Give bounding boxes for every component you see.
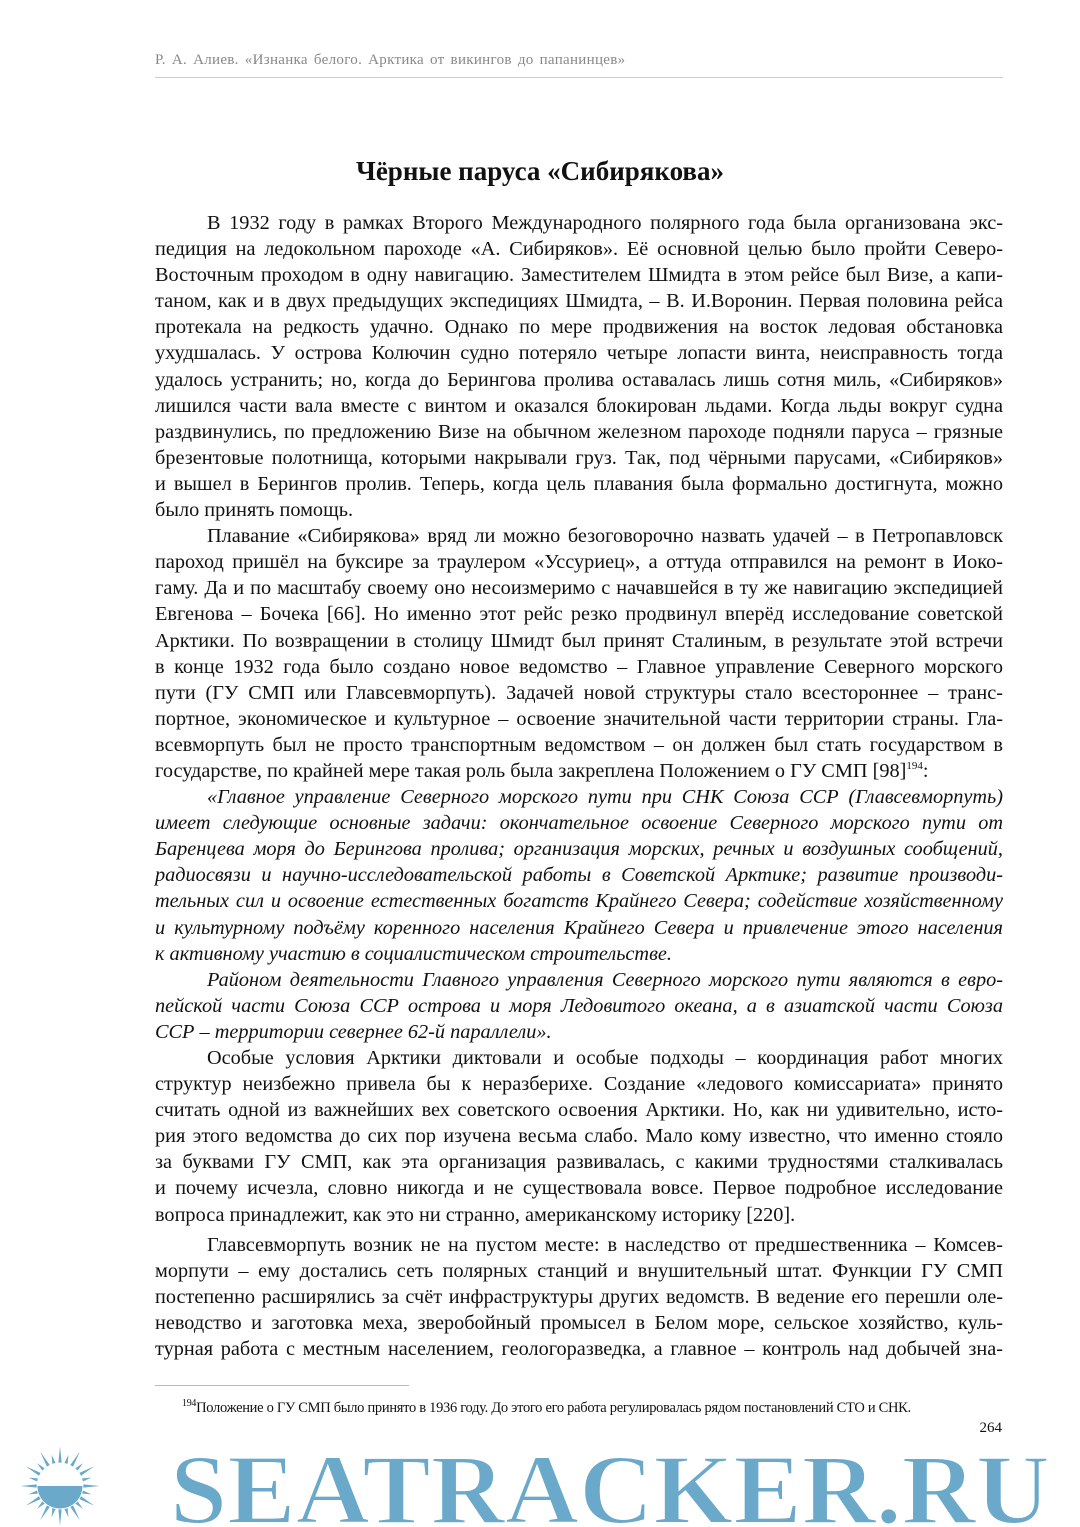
sun-ray [58, 1509, 61, 1525]
sun-ray [29, 1478, 38, 1482]
text-line: педиция на ледокольном пароходе «А. Сибиряков». Её основной целью было пройти Северо- [155, 238, 1003, 261]
text-line: таном, как и в двух предыдущих экспедициях Шмидта, – В. И.Воронин. Первая половина рейса [155, 290, 1003, 313]
sun-ray [64, 1455, 68, 1464]
text-line: имеет следующие основные задачи: окончательное освоение Северного морского пути от [155, 812, 1003, 835]
sun-ray [82, 1478, 91, 1482]
sun-ray [40, 1505, 50, 1520]
text-line: в конце 1932 года было создано новое ведомство – Главное управление Северного морского [155, 655, 1003, 678]
text-line: В 1932 году в рамках Второго Международного полярного года была организована экс- [207, 212, 1003, 234]
sun-ray [37, 1501, 45, 1509]
text-line: пароход пришёл на буксире за траулером «Уссуриец», а оттуда отправился на ремонт в Иоко- [155, 551, 1003, 574]
sun-ray [70, 1452, 80, 1467]
sun-ray [70, 1505, 80, 1520]
text-line: было принять помощь. [155, 499, 354, 522]
paragraph [155, 1232, 1003, 1362]
sun-ray [52, 1455, 56, 1464]
sun-ray [26, 1496, 41, 1506]
text-line: и вышел в Берингов пролив. Теперь, когда цель плавания была формально достигнута, можно [155, 472, 1003, 495]
sun-ray [82, 1490, 91, 1494]
sun-ray [29, 1490, 38, 1494]
text-line: Плавание «Сибирякова» вряд ли можно безоговорочно назвать удачей – в Петропавловск [207, 525, 1003, 548]
footnote [182, 1400, 911, 1417]
footnote-number: 194 [182, 1398, 197, 1409]
sun-ray [75, 1501, 83, 1509]
text-line: морпути – ему достались сеть полярных станций и внушительный штат. Функции ГУ СМП [155, 1259, 1003, 1282]
header-divider [155, 77, 1003, 78]
sun-ray [40, 1452, 50, 1467]
text-line: Евгенова – Бочека [66]. Но именно этот рейс резко продвинул вперёд исследование советской [155, 603, 1003, 626]
text-line: «Главное управление Северного морского пути при СНК Союза ССР (Главсевморпуть) [207, 786, 1003, 809]
sun-ray [26, 1466, 41, 1476]
text-line: рия этого ведомства до сих пор изучена весьма слабо. Мало кому известно, что именно стояло [155, 1125, 1003, 1148]
text-line: Баренцева моря до Берингова пролива; организация морских, речных и воздушных сообщений, [155, 838, 1003, 861]
paragraph-quote [155, 967, 1003, 1045]
sun-ray [75, 1463, 83, 1471]
running-header: Р. А. Алиев. «Изнанка белого. Арктика от викингов до папанинцев» [155, 52, 626, 68]
sun-ray [64, 1508, 68, 1517]
text-line: Главсевморпуть возник не на пустом месте: в наследство от предшественника – Комсев- [207, 1233, 1003, 1256]
sun-ray [37, 1463, 45, 1471]
body-text [155, 210, 1003, 1362]
text-line: Районом деятельности Главного управления Северного морского пути являются в евро- [207, 968, 1003, 991]
paragraph [155, 523, 1003, 784]
text-line: и почему исчезла, словно никогда и не существовала вовсе. Первое подробное исследование [155, 1177, 1003, 1200]
paragraph-quote [155, 784, 1003, 967]
text-line: неводство и заготовка меха, зверобойный промысел в Белом море, сельское хозяйство, куль- [155, 1311, 1003, 1334]
text-line: Особые условия Арктики диктовали и особые подходы – координация работ многих [207, 1047, 1003, 1069]
footnote-text: Положение о ГУ СМП было принято в 1936 году. До этого его работа регулировалась рядом постановлений СТО и СНК. [196, 1400, 911, 1416]
sun-ray [58, 1446, 61, 1462]
text-line: вопроса принадлежит, как это ни странно, американскому историку [220]. [155, 1203, 796, 1226]
chapter-title: Чёрные паруса «Сибирякова» [356, 156, 724, 186]
text-line: пейской части Союза ССР острова и моря Ледовитого океана, а в азиатской части Союза [155, 994, 1003, 1017]
text-line: всевморпуть был не просто транспортным ведомством – он должен был стать государством в [155, 733, 1003, 756]
text-line: считать одной из важнейших вех советского освоения Арктики. Но, как ни удивительно, исто- [155, 1099, 1003, 1122]
text-line: радиосвязи и научно-исследовательской работы в Советской Арктике; развитие производи- [155, 864, 1003, 887]
text-line: тельных сил и освоение естественных богатств Крайнего Севера; содействие хозяйственному [155, 890, 1003, 913]
sun-ray [79, 1496, 94, 1506]
text-line: и культурному подъёму коренного населения Крайнего Севера и привлечение этого населения [155, 916, 1003, 939]
sun-ray [52, 1508, 56, 1517]
text-line: к активному участию в социалистическом строительстве. [155, 942, 672, 965]
footnote-reference[interactable]: 194 [906, 759, 923, 772]
text-line: за буквами ГУ СМП, как эта организация развивалась, с какими трудностями сталкивалась [155, 1151, 1003, 1174]
text-line: ССР – территории севернее 62-й параллели». [155, 1020, 552, 1043]
text-line: структур неизбежно привела бы к неразберихе. Создание «ледового комиссариата» принято [155, 1073, 1003, 1096]
text-line: протекала на редкость удачно. Однако по мере продвижения на восток ледовая обстановка [155, 316, 1003, 339]
text-line: постепенно расширялись за счёт инфраструктуры других ведомств. В ведение его перешли оле- [155, 1285, 1003, 1308]
text-line: турная работа с местным населением, геологоразведка, а главное – контроль над добычей зна- [155, 1338, 1003, 1361]
text-line: государстве, по крайней мере такая роль была закреплена Положением о ГУ СМП $[98]^{194}$: [155, 759, 929, 782]
sun-ray [83, 1484, 99, 1487]
sun-ray [20, 1484, 36, 1487]
text-line: Арктики. По возвращении в столицу Шмидт был принят Сталиным, в результате этой встречи [155, 629, 1003, 652]
text-line: гаму. Да и по масштабу своему оно несоизмеримо с начавшейся в ту же навигацию экспедицией [155, 577, 1003, 600]
watermark-text: SEATRACKER.RU [170, 1445, 1050, 1527]
text-line: портное, экономическое и культурное – освоение значительной части территории страны. Гла- [155, 707, 1003, 730]
text-line: удалось устранить; но, когда до Берингова пролива оставалась лишь сотня миль, «Сибиряков» [155, 368, 1003, 391]
paragraph [155, 1045, 1003, 1228]
text-line: лишился части вала вместе с винтом и оказался блокирован льдами. Когда льды вокруг судна [155, 394, 1003, 417]
paragraph [155, 210, 1003, 523]
text-line: брезентовые полотнища, которыми накрывали груз. Так, под чёрными парусами, «Сибиряков» [155, 446, 1003, 469]
page-number: 264 [979, 1420, 1002, 1436]
sun-icon [20, 1446, 99, 1525]
text-line: Восточным проходом в одну навигацию. Заместителем Шмидта в этом рейсе был Визе, а капи- [155, 264, 1003, 287]
sun-ray [79, 1466, 94, 1476]
footnote-divider [155, 1385, 409, 1386]
text-line: пути (ГУ СМП или Главсевморпуть). Задачей новой структуры стало всестороннее – транс- [155, 681, 1003, 704]
text-line: раздвинулись, по предложению Визе на обычном железном пароходе подняли паруса – грязные [155, 420, 1003, 443]
watermark [0, 1445, 1080, 1527]
text-line: ухудшалась. У острова Колючин судно потеряло четыре лопасти винта, неисправность тогда [155, 342, 1003, 365]
